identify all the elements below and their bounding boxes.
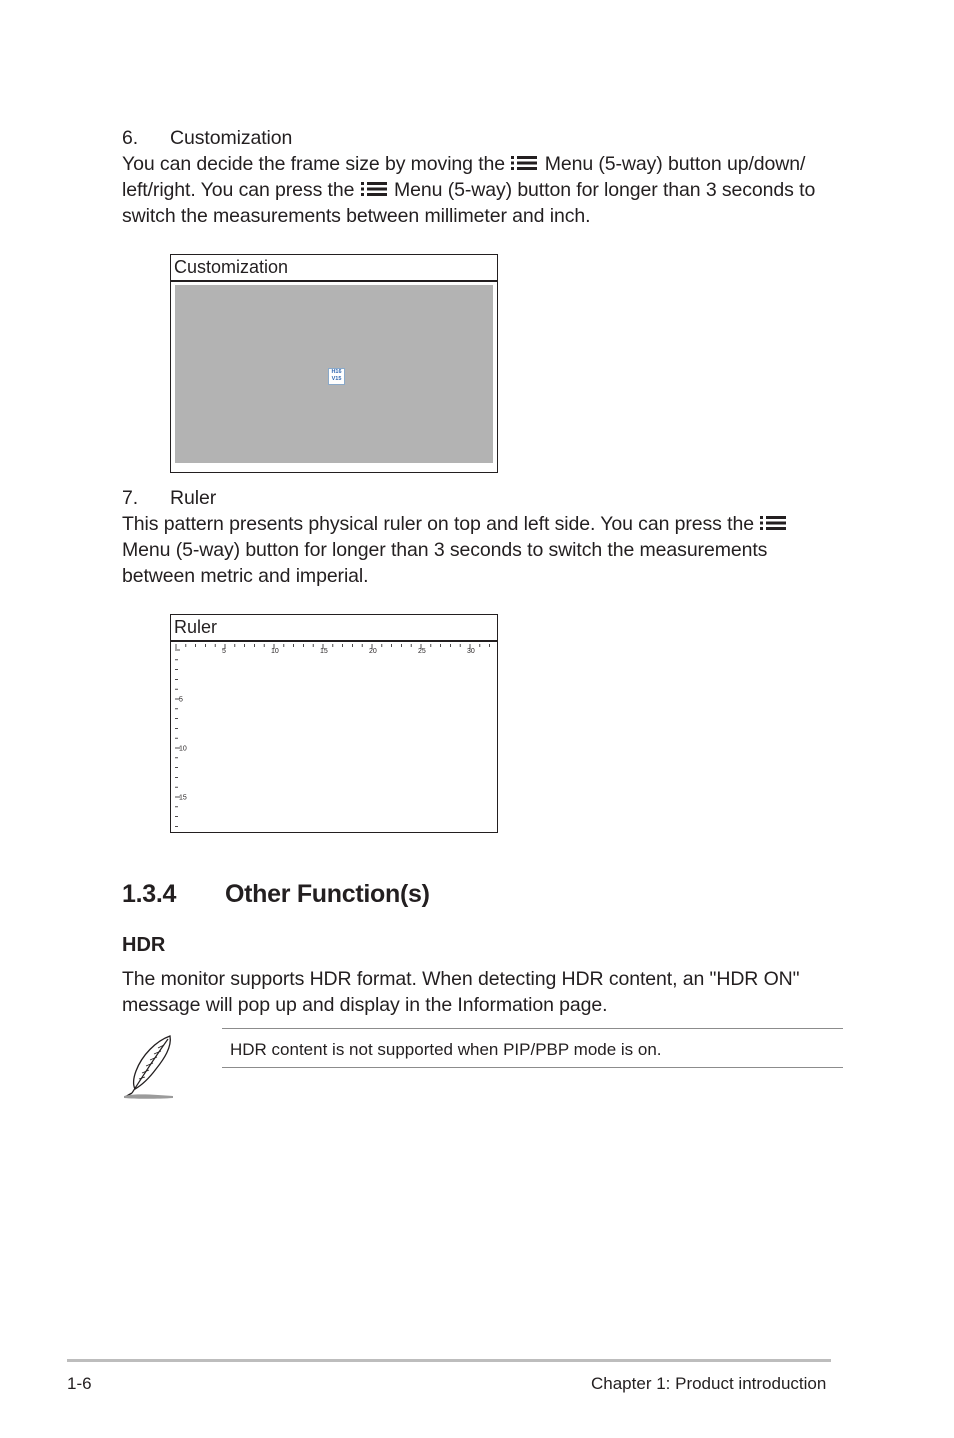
ruler-top-label: 10 [271, 648, 279, 655]
ruler-paragraph [122, 511, 788, 589]
customization-line-1-end: Menu (5-way) button up/down/ [544, 153, 806, 175]
note-top-rule [222, 1028, 843, 1029]
section-number: 1.3.4 [122, 880, 177, 908]
customization-heading: Customization [170, 127, 293, 149]
hdr-line-2: message will pop up and display in the Information page. [122, 994, 608, 1016]
hdr-paragraph [122, 966, 799, 1018]
ruler-top-label: 15 [320, 648, 328, 655]
ruler-item-number: 7. [122, 487, 139, 509]
ruler-heading-row [122, 485, 217, 511]
footer-rule [67, 1359, 831, 1362]
ruler-left-label: 10 [179, 745, 187, 753]
frame-size-v: V15 [331, 375, 342, 382]
feather-quill-icon [120, 1033, 180, 1101]
customization-line-3: switch the measurements between millimeter and inch. [122, 205, 591, 227]
menu-list-icon [511, 155, 537, 171]
customization-line-1-start: You can decide the frame size by moving the [122, 153, 506, 175]
ruler-figure [170, 614, 498, 833]
section-heading-row [122, 880, 430, 909]
ruler-top-label: 30 [467, 648, 475, 655]
ruler-top-label: 5 [222, 648, 226, 655]
customization-frame-area [175, 285, 493, 463]
hdr-heading: HDR [122, 934, 166, 956]
ruler-figure-title: Ruler [174, 617, 218, 637]
customization-item-number: 6. [122, 127, 139, 149]
ruler-line-3: between metric and imperial. [122, 565, 369, 587]
ruler-line-1-start: This pattern presents physical ruler on top and left side. You can press the [122, 513, 754, 535]
ruler-line-2: Menu (5-way) button for longer than 3 seconds to switch the measurements [122, 539, 768, 561]
ruler-top-label: 25 [418, 648, 426, 655]
customization-figure-title: Customization [174, 257, 289, 277]
hdr-line-1: The monitor supports HDR format. When detecting HDR content, an "HDR ON" [122, 968, 800, 990]
hdr-note: HDR content is not supported when PIP/PBP mode is on. [230, 1040, 662, 1059]
customization-line-2-end: Menu (5-way) button for longer than 3 seconds to [394, 179, 816, 201]
figure-title-divider [171, 280, 497, 282]
ruler-pattern [171, 642, 497, 830]
menu-list-icon [760, 515, 786, 531]
page-number: 1-6 [67, 1374, 92, 1393]
ruler-left-label: 5 [179, 696, 183, 704]
customization-paragraph [122, 151, 815, 229]
customization-line-2-start: left/right. You can press the [122, 179, 355, 201]
ruler-top-label: 20 [369, 648, 377, 655]
menu-list-icon [361, 181, 387, 197]
customization-heading-row [122, 125, 293, 151]
customization-line-2 [122, 177, 815, 203]
frame-size-h: H16 [331, 369, 342, 375]
frame-size-badge [328, 368, 345, 385]
ruler-line-1 [122, 511, 788, 537]
ruler-left-label: 15 [179, 794, 187, 802]
customization-figure [170, 254, 498, 473]
section-title: Other Function(s) [225, 880, 430, 908]
note-bottom-rule [222, 1067, 843, 1068]
customization-line-1 [122, 151, 815, 177]
chapter-label: Chapter 1: Product introduction [591, 1374, 827, 1393]
ruler-heading: Ruler [170, 487, 217, 509]
